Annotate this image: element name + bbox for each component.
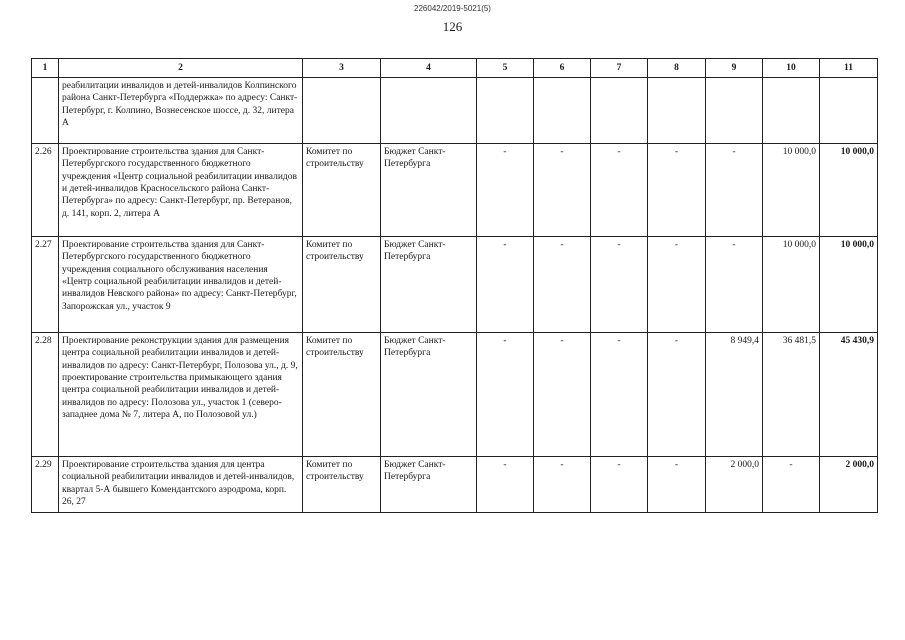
cell-col5: -: [477, 237, 534, 333]
cell-col9: 2 000,0: [706, 457, 763, 513]
cell-col11-total: 45 430,9: [820, 333, 878, 457]
table-row: [32, 457, 878, 513]
cell-col11-total: 2 000,0: [820, 457, 878, 513]
cell-col9: [706, 78, 763, 144]
row-description: Проектирование реконструкции здания для размещения центра социальной реабилитации инвалидов и детей-инвалидов по адресу: Санкт-Петербург, Полозова ул., д. 9, проектирование строительства примыкающего здания центра социальной реабилитации инвалидов и детей-инвалидов по адресу: Полозова ул., участок 1 (северо-западнее дома № 7, литера А, по Полозовой ул.): [59, 333, 303, 457]
cell-col9: -: [706, 144, 763, 237]
cell-col7: -: [591, 237, 648, 333]
row-executor: Комитет по строительству: [303, 333, 381, 457]
table-row: [32, 144, 878, 237]
cell-col10: 36 481,5: [763, 333, 820, 457]
cell-col10: [763, 78, 820, 144]
row-number: 2.29: [32, 457, 59, 513]
column-header: 6: [534, 59, 591, 78]
row-source: Бюджет Санкт-Петербурга: [381, 237, 477, 333]
column-header: 7: [591, 59, 648, 78]
row-description: Проектирование строительства здания для Санкт-Петербургского государственного бюджетного учреждения социального обслуживания населения «Центр социальной реабилитации инвалидов и детей-инвалидов Невского района» по адресу: Санкт-Петербург, Запорожская ул., участок 9: [59, 237, 303, 333]
cell-col11-total: 10 000,0: [820, 144, 878, 237]
column-header: 10: [763, 59, 820, 78]
row-description: Проектирование строительства здания для центра социальной реабилитации инвалидов и детей-инвалидов, квартал 5-А бывшего Комендантского аэродрома, корп. 26, 27: [59, 457, 303, 513]
row-number: [32, 78, 59, 144]
row-source: [381, 78, 477, 144]
cell-col6: -: [534, 333, 591, 457]
page-number: 126: [442, 19, 463, 34]
column-header: 5: [477, 59, 534, 78]
column-header: 3: [303, 59, 381, 78]
row-executor: Комитет по строительству: [303, 237, 381, 333]
cell-col8: -: [648, 237, 706, 333]
column-header: 1: [32, 59, 59, 78]
row-source: Бюджет Санкт-Петербурга: [381, 333, 477, 457]
cell-col8: -: [648, 457, 706, 513]
row-number: 2.26: [32, 144, 59, 237]
cell-col10: -: [763, 457, 820, 513]
column-header: 4: [381, 59, 477, 78]
row-description: реабилитации инвалидов и детей-инвалидов Колпинского района Санкт-Петербурга «Поддержка» по адресу: Санкт-Петербург, г. Колпино, Вознесенское шоссе, д. 32, литера А: [59, 78, 303, 144]
cell-col7: -: [591, 457, 648, 513]
column-header: 11: [820, 59, 878, 78]
cell-col7: -: [591, 144, 648, 237]
cell-col8: -: [648, 144, 706, 237]
row-description: Проектирование строительства здания для Санкт-Петербургского государственного бюджетного учреждения «Центр социальной реабилитации инвалидов и детей-инвалидов Красносельского района Санкт-Петербурга» по адресу: Санкт-Петербург, пр. Ветеранов, д. 141, корп. 2, литера А: [59, 144, 303, 237]
cell-col10: 10 000,0: [763, 237, 820, 333]
column-header: 8: [648, 59, 706, 78]
cell-col5: -: [477, 457, 534, 513]
row-executor: [303, 78, 381, 144]
cell-col6: -: [534, 237, 591, 333]
document-code: 226042/2019-5021(5): [414, 4, 491, 13]
cell-col10: 10 000,0: [763, 144, 820, 237]
row-executor: Комитет по строительству: [303, 457, 381, 513]
cell-col7: -: [591, 333, 648, 457]
row-number: 2.28: [32, 333, 59, 457]
table-row: [32, 333, 878, 457]
row-executor: Комитет по строительству: [303, 144, 381, 237]
cell-col5: -: [477, 144, 534, 237]
column-header: 2: [59, 59, 303, 78]
row-number: 2.27: [32, 237, 59, 333]
cell-col6: -: [534, 144, 591, 237]
cell-col5: -: [477, 333, 534, 457]
cell-col9: 8 949,4: [706, 333, 763, 457]
row-source: Бюджет Санкт-Петербурга: [381, 457, 477, 513]
cell-col11-total: [820, 78, 878, 144]
cell-col9: -: [706, 237, 763, 333]
table-row: [32, 237, 878, 333]
cell-col6: -: [534, 457, 591, 513]
column-header: 9: [706, 59, 763, 78]
budget-table: [31, 58, 878, 513]
cell-col6: [534, 78, 591, 144]
cell-col8: [648, 78, 706, 144]
cell-col5: [477, 78, 534, 144]
header-row: [32, 59, 878, 78]
cell-col7: [591, 78, 648, 144]
cell-col11-total: 10 000,0: [820, 237, 878, 333]
cell-col8: -: [648, 333, 706, 457]
row-source: Бюджет Санкт-Петербурга: [381, 144, 477, 237]
table-row: [32, 78, 878, 144]
